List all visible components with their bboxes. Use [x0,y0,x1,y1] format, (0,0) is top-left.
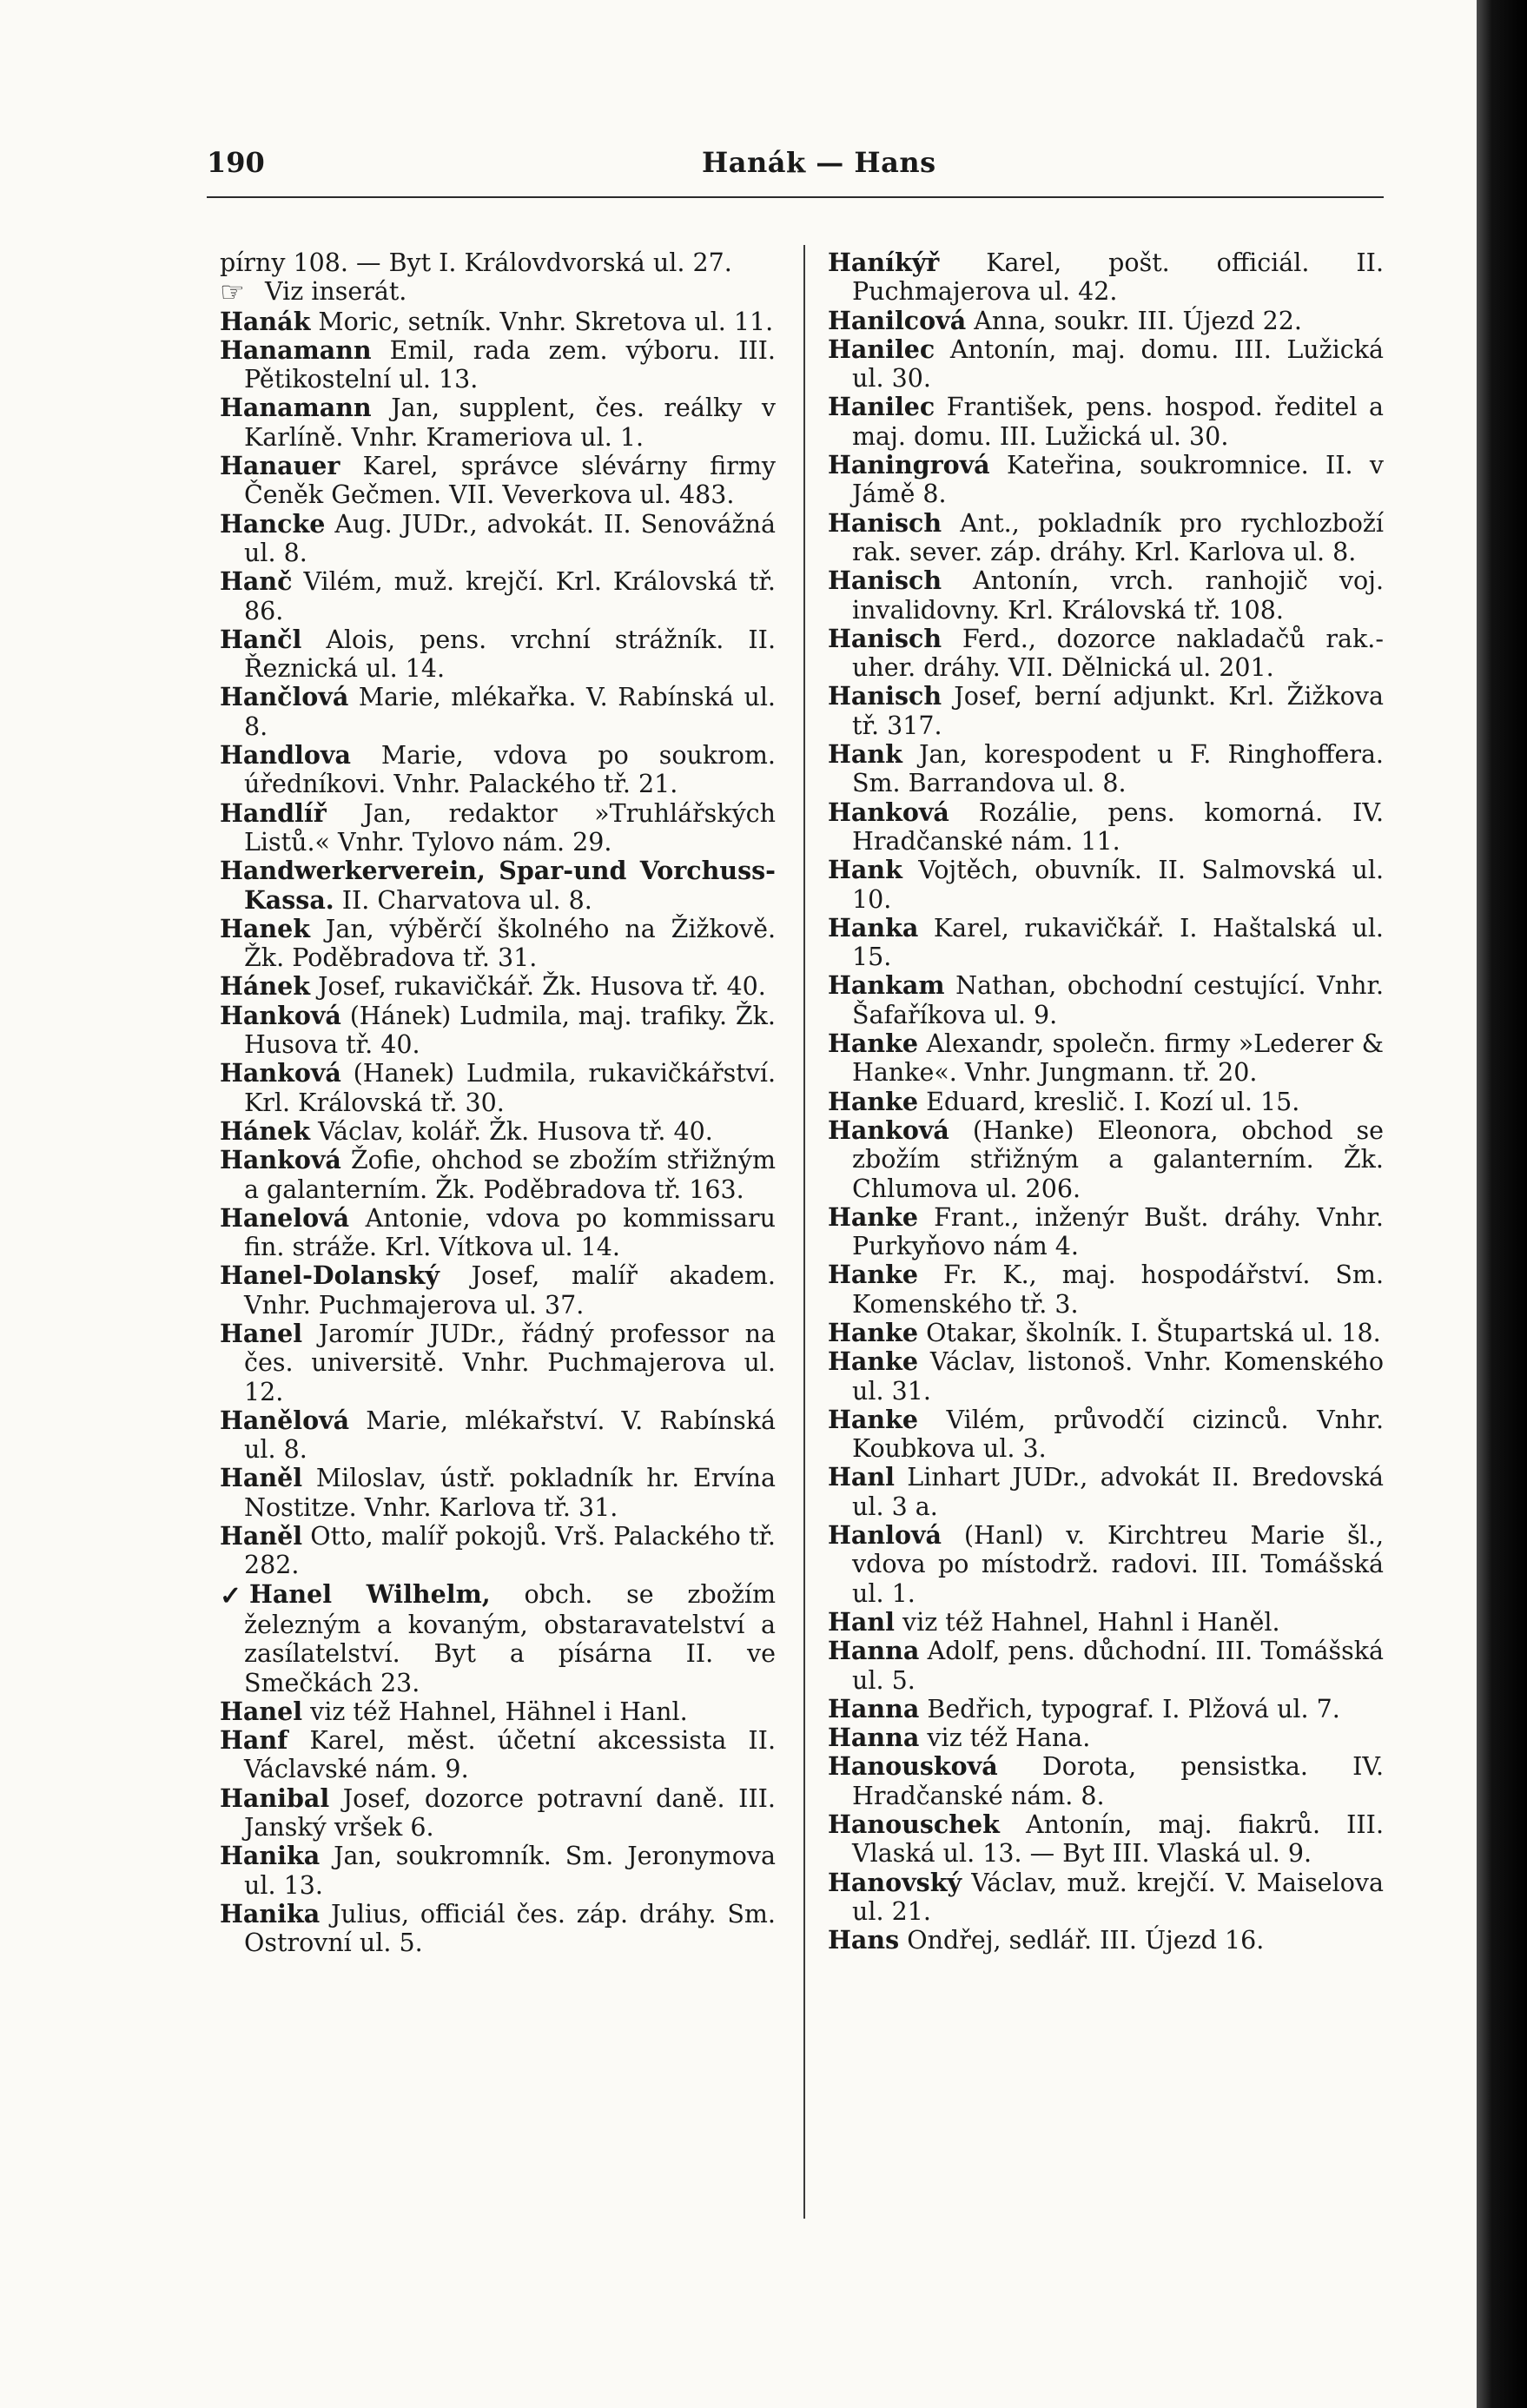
directory-entry [828,1116,1384,1203]
entry-text: Linhart JUDr., advokát II. Bredovská ul. 3 a. [852,1463,1384,1521]
entry-name: Haněl [220,1521,303,1551]
directory-entry [220,857,776,915]
entry-name: Hanouschek [828,1809,1000,1840]
entry-name: Hanková [220,1145,341,1175]
directory-entry [828,307,1384,335]
entry-name: Hanna [828,1723,920,1753]
directory-entry [220,1464,776,1522]
entry-text: viz též Hahnel, Hähnel i Hanl. [310,1697,688,1726]
directory-entry [828,1088,1384,1116]
directory-entry [828,740,1384,798]
directory-entry [828,625,1384,683]
directory-entry [828,1203,1384,1261]
entry-name: Hanelová [220,1202,350,1233]
directory-entry [220,1726,776,1784]
entry-name: Hanisch [828,623,942,653]
directory-entry [828,451,1384,509]
directory-entry [220,1900,776,1958]
entry-name: Hanauer [220,451,340,481]
entry-text: Otto, malíř pokojů. Vrš. Palackého tř. 282. [244,1522,776,1580]
entry-name: Hanamann [220,393,372,423]
entry-text: Kateřina, soukromnice. II. v Jámě 8. [852,451,1384,509]
entry-text: Aug. JUDr., advokát. II. Senovážná ul. 8. [244,509,776,567]
entry-text: Fr. K., maj. hospodářství. Sm. Komenského tř. 3. [852,1260,1384,1319]
entry-text: Marie, vdova po soukrom. úředníkovi. Vnhr. Palackého tř. 21. [244,741,776,799]
entry-text: Karel, měst. účetní akcessista II. Václavské nám. 9. [244,1726,777,1784]
directory-entry [220,452,776,510]
directory-entry [828,1810,1384,1869]
entry-text: Jaromír JUDr., řádný professor na čes. universitě. Vnhr. Puchmajerova ul. 12. [244,1319,776,1406]
directory-entry [828,1637,1384,1695]
directory-entry [828,1869,1384,1927]
entry-name: Hancke [220,508,326,539]
entry-text: Josef, malíř akadem. Vnhr. Puchmajerova ul. 37. [244,1261,776,1320]
entry-name: Hanek [220,913,310,943]
entry-text: Marie, mlékařka. V. Rabínská ul. 8. [244,683,776,741]
entry-name: Hanke [828,1260,918,1290]
directory-entry [220,799,776,857]
entry-text: Václav, kolář. Žk. Husova tř. 40. [318,1116,713,1146]
directory-entry [220,394,776,452]
directory-entry [828,335,1384,394]
entry-name: Handwerkerverein, Spar-und Vorchuss-Kassa. [220,856,776,915]
directory-entry [220,741,776,799]
entry-name: Hanel-Dolanský [220,1260,440,1291]
directory-entry [828,1723,1384,1752]
entry-text: II. Charvatova ul. 8. [341,885,592,915]
entry-text: Josef, rukavičkář. Žk. Husova tř. 40. [318,972,766,1002]
running-head: Hanák — Hans [702,146,936,179]
entry-text: Václav, listonoš. Vnhr. Komenského ul. 31. [852,1347,1384,1406]
directory-entry [828,1926,1384,1955]
directory-entry [828,856,1384,914]
entry-text: Adolf, pens. důchodní. III. Tomášská ul. 5. [852,1637,1385,1695]
entry-name: Hančl [220,624,302,654]
entry-text: Rozálie, pens. komorná. IV. Hradčanské nám. 11. [852,797,1384,856]
entry-name: Hanilec [828,334,935,364]
header-rule [207,196,1384,198]
entry-name: Hanělová [220,1405,350,1435]
entry-name: Haníkýř [828,248,940,277]
entry-name: Hanák [220,306,311,336]
directory-entry [828,509,1384,567]
entry-text: viz též Hahnel, Hahnl i Haněl. [902,1607,1280,1637]
directory-entry [220,1842,776,1900]
entry-name: Hanke [828,1029,918,1059]
directory-entry [220,625,776,684]
entry-text: (Hanke) Eleonora, obchod se zbožím střižným a galanterním. Žk. Chlumova ul. 206. [852,1115,1385,1203]
entry-text: Marie, mlékařství. V. Rabínská ul. 8. [244,1406,776,1465]
entry-text: Eduard, kreslič. I. Kozí ul. 15. [926,1087,1300,1116]
entry-text: Antonie, vdova po kommissaru fin. stráže. Krl. Vítkova ul. 14. [244,1203,776,1262]
entry-name: Hank [828,855,902,885]
directory-entry [828,1406,1384,1464]
directory-entry [220,277,776,307]
entry-text: Viz inserát. [265,277,407,307]
entry-text: Ferd., dozorce nakladačů rak.-uher. dráhy. VII. Dělnická ul. 201. [852,624,1384,683]
entry-text: Karel, pošt. officiál. II. Puchmajerova ul. 42. [852,248,1384,307]
entry-name: Hanilcová [828,305,967,335]
entry-name: Hanisch [828,566,942,596]
entry-text: Josef, berní adjunkt. Krl. Žižkova tř. 317. [852,682,1385,740]
entry-name: Hanč [220,566,293,597]
entry-name: Hanke [828,1404,918,1434]
directory-entry [828,1752,1384,1810]
entry-name: Hanel [220,1318,303,1348]
directory-entry [828,1319,1384,1347]
entry-text: Dorota, pensistka. IV. Hradčanské nám. 8. [852,1752,1385,1810]
entry-name: Hanisch [828,507,942,538]
entry-name: Hanna [828,1693,920,1723]
entry-name: Hanl [828,1462,895,1492]
entry-text: Anna, soukr. III. Újezd 22. [974,306,1302,335]
directory-entry [828,1029,1384,1088]
directory-entry [220,1002,776,1060]
directory-entry [828,1347,1384,1406]
pointing-hand-icon: ☞ [220,275,245,309]
entry-text: František, pens. hospod. ředitel a maj. domu. III. Lužická ul. 30. [852,393,1384,451]
directory-entry [220,248,776,277]
entry-name: Hanke [828,1346,918,1377]
entry-text: Vilém, průvodčí cizinců. Vnhr. Koubkova ul. 3. [852,1405,1385,1464]
entry-text: Vilém, muž. krejčí. Krl. Královská tř. 86. [244,567,776,625]
directory-entry [220,510,776,568]
directory-entry [828,1260,1384,1319]
entry-name: Hanková [828,797,949,827]
directory-entry [828,1695,1384,1723]
page-number: 190 [207,146,265,179]
directory-entry [220,1146,776,1204]
entry-text: Jan, korespodent u F. Ringhoffera. Sm. Barrandova ul. 8. [852,740,1384,798]
entry-name: Hanke [828,1317,918,1347]
entry-name: Haningrová [828,450,990,480]
entry-name: Handlíř [220,797,327,828]
entry-name: Hančlová [220,682,349,712]
directory-entry [828,1521,1384,1608]
directory-entry [828,566,1384,625]
entry-name: Hanke [828,1086,918,1116]
entry-text: Julius, officiál čes. záp. dráhy. Sm. Ostrovní ul. 5. [244,1899,776,1958]
directory-entry [220,1204,776,1262]
entry-text: (Hanek) Ludmila, rukavičkářství. Krl. Královská tř. 30. [244,1059,777,1117]
directory-entry [220,915,776,973]
entry-name: Hanel [220,1696,303,1726]
entry-name: Hans [828,1925,900,1955]
entry-text: Antonín, vrch. ranhojič voj. invalidovny. Krl. Královská tř. 108. [852,566,1385,625]
entry-name: Hanilec [828,392,935,422]
directory-entry [828,1463,1384,1521]
entry-text: Antonín, maj. domu. III. Lužická ul. 30. [852,334,1384,394]
directory-entry [220,308,776,336]
entry-text: Alexandr, společn. firmy »Lederer & Hanke«. Vnhr. Jungmann. tř. 20. [852,1029,1384,1088]
directory-entry [220,567,776,625]
entry-name: Haněl [220,1463,303,1493]
entry-text: viz též Hana. [927,1723,1091,1753]
entry-text: Jan, výběrčí školného na Žižkově. Žk. Poděbradova tř. 31. [244,914,776,973]
entry-text: Karel, rukavičkář. I. Haštalská ul. 15. [852,913,1384,972]
entry-text: (Hanl) v. Kirchtreu Marie šl., vdova po místodrž. radovi. III. Tomášská ul. 1. [852,1521,1385,1608]
right-column [828,248,1384,1955]
directory-entry [220,972,776,1001]
directory-entry [220,1522,776,1580]
entry-name: Hanke [828,1201,918,1232]
entry-text: (Hánek) Ludmila, maj. trafiky. Žk. Husova tř. 40. [244,1001,776,1060]
entry-text: Jan, supplent, čes. reálky v Karlíně. Vnhr. Krameriova ul. 1. [244,394,777,452]
directory-entry [220,1320,776,1406]
entry-text: Bedřich, typograf. I. Plžová ul. 7. [927,1694,1340,1723]
entry-name: Hanl [828,1606,895,1637]
directory-entry [828,682,1384,740]
entry-name: Hánek [220,971,310,1002]
entry-name: Hanna [828,1636,920,1666]
directory-entry [828,1608,1384,1637]
directory-entry [220,1406,776,1465]
scan-edge [1477,0,1527,2408]
entry-name: Hánek [220,1115,310,1146]
entry-name: Hanovský [828,1867,962,1897]
directory-entry [220,1580,776,1697]
entry-text: Frant., inženýr Bušt. dráhy. Vnhr. Purkyňovo nám 4. [852,1202,1384,1261]
entry-name: Hanibal [220,1783,330,1813]
entry-text: Antonín, maj. fiakrů. III. Vlaská ul. 13. — Byt III. Vlaská ul. 9. [852,1810,1385,1869]
directory-entry [220,1784,776,1842]
entry-text: Moric, setník. Vnhr. Skretova ul. 11. [318,307,774,336]
entry-name: Handlova [220,740,351,771]
directory-entry [220,336,776,394]
entry-text: Nathan, obchodní cestující. Vnhr. Šafaříkova ul. 9. [852,971,1385,1029]
directory-entry [828,248,1384,307]
entry-name: Hanf [220,1725,288,1756]
entry-name: Hanková [220,1058,341,1088]
entry-text: Vojtěch, obuvník. II. Salmovská ul. 10. [852,856,1384,914]
entry-name: Hanka [828,912,919,943]
entry-name: Hanková [828,1115,949,1145]
entry-text: Miloslav, ústř. pokladník hr. Ervína Nostitze. Vnhr. Karlova tř. 31. [244,1464,776,1522]
entry-text: Jan, soukromník. Sm. Jeronymova ul. 13. [244,1842,776,1900]
entry-name: Hanika [220,1898,321,1928]
directory-entry [828,914,1384,972]
left-column [220,248,776,1958]
directory-entry [220,1697,776,1726]
entry-name: Hanlová [828,1520,942,1551]
directory-entry [828,971,1384,1029]
directory-entry [828,393,1384,451]
entry-name: Hanamann [220,334,372,365]
entry-name: Hanisch [828,681,942,711]
directory-entry [220,1059,776,1117]
entry-name: Hankam [828,970,945,1001]
entry-text: Karel, správce slévárny firmy Čeněk Gečmen. VII. Veverkova ul. 483. [244,452,777,510]
check-mark-icon: ✓ [220,1580,242,1611]
entry-name: Hanková [220,1000,341,1030]
directory-entry [828,798,1384,857]
page-header [207,146,1384,189]
directory-entry [220,1261,776,1320]
directory-entry [220,1117,776,1146]
entry-text: Alois, pens. vrchní strážník. II. Řeznická ul. 14. [244,625,776,684]
entry-text: Jan, redaktor »Truhlářských Listů.« Vnhr. Tylovo nám. 29. [244,798,776,857]
entry-text: Otakar, školník. I. Štupartská ul. 18. [926,1318,1381,1347]
entry-text: Ondřej, sedlář. III. Újezd 16. [907,1926,1265,1955]
entry-text: Václav, muž. krejčí. V. Maiselova ul. 21. [852,1868,1384,1926]
entry-name: Hanel Wilhelm, [249,1578,491,1609]
entry-text: Josef, dozorce potravní daně. III. Janský vršek 6. [244,1783,776,1842]
entry-text: Žofie, ohchod se zbožím střižným a galanterním. Žk. Poděbradova tř. 163. [244,1146,776,1204]
entry-text: obch. se zbožím železným a kovaným, obstaravatelství a zasílatelství. Byt a písárna II. ve Smečkách 23. [244,1579,777,1697]
entry-name: Hank [828,739,902,770]
entry-text: Ant., pokladník pro rychlozboží rak. sever. záp. dráhy. Krl. Karlova ul. 8. [852,508,1385,566]
entry-text: pírny 108. — Byt I. Královdvorská ul. 27. [220,248,732,277]
entry-name: Hanousková [828,1751,998,1782]
entry-text: Emil, rada zem. výboru. III. Pětikostelní ul. 13. [244,335,776,394]
directory-entry [220,683,776,741]
entry-name: Hanika [220,1841,321,1871]
column-divider [803,245,805,2219]
